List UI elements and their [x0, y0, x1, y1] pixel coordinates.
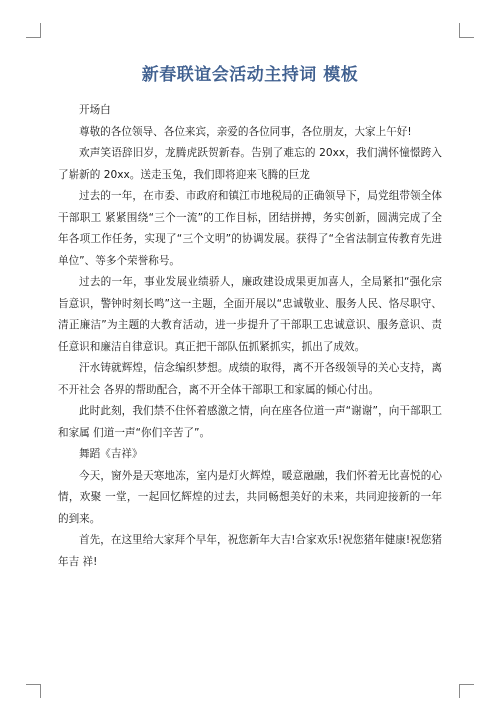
paragraph-blessing: 首先，在这里给大家拜个早年，祝您新年大吉!合家欢乐!祝您猪年健康!祝您猪年吉 祥! — [58, 534, 442, 568]
document-body — [58, 100, 442, 573]
crop-mark-top-right-h — [460, 37, 474, 38]
crop-mark-bottom-right-h — [460, 684, 474, 685]
paragraph-past-year-integrity: 过去的一年，事业发展业绩骄人，廉政建设成果更加喜人，全局紧扣“强化宗旨意识，警钟时刻长鸣”这一主题，全面开展以“忠诚敬业、服务人民、恪尽职守、清正廉洁”为主题的大教育活动，进一步提升了干部职工忠诚意识、服务意识、责任意识和廉洁自律意识。真正把干部队伍抓紧抓实，抓出了成效。 — [58, 276, 442, 353]
paragraph-past-year-work: 过去的一年，在市委、市政府和镇江市地税局的正确领导下，局党组带领全体干部职工 紧紧围绕“三个一流”的工作目标，团结拼搏，务实创新，圆满完成了全年各项工作任务，实现了“三个文明”的协调发展。获得了“全省法制宣传教育先进单位”、等多个荣誉称号。 — [58, 190, 442, 267]
crop-mark-bottom-right-v — [459, 684, 460, 698]
paragraph-new-year: 欢声笑语辞旧岁，龙腾虎跃贺新春。告别了难忘的 20xx，我们满怀憧憬跨入了崭新的 20xx。送走玉兔，我们即将迎来飞腾的巨龙 — [58, 147, 442, 181]
crop-mark-bottom-left-v — [40, 684, 41, 698]
paragraph-achievements: 汗水铸就辉煌，信念编织梦想。成绩的取得，离不开各级领导的关心支持，离不开社会 各界的帮助配合，离不开全体干部职工和家属的倾心付出。 — [58, 362, 442, 396]
crop-mark-bottom-left-h — [26, 684, 40, 685]
paragraph-today: 今天，窗外是天寒地冻，室内是灯火辉煌，暖意融融，我们怀着无比喜悦的心情，欢聚 一堂，一起回忆辉煌的过去，共同畅想美好的未来，共同迎接新的一年的到来。 — [58, 469, 442, 525]
crop-mark-top-right-v — [459, 23, 460, 38]
paragraph-dance-heading: 舞蹈《吉祥》 — [79, 448, 143, 460]
crop-mark-top-left-v — [40, 23, 41, 38]
crop-mark-top-left-h — [26, 37, 40, 38]
document-title: 新春联谊会活动主持词 模板 — [141, 65, 359, 85]
paragraph-greeting: 尊敬的各位领导、各位来宾，亲爱的各位同事，各位朋友，大家上午好! — [79, 125, 412, 138]
paragraph-thanks: 此时此刻，我们禁不住怀着感激之情，向在座各位道一声“谢谢”，向干部职工和家属 们道一声“你们辛苦了”。 — [58, 405, 442, 439]
paragraph-opening-heading: 开场白 — [79, 104, 111, 116]
